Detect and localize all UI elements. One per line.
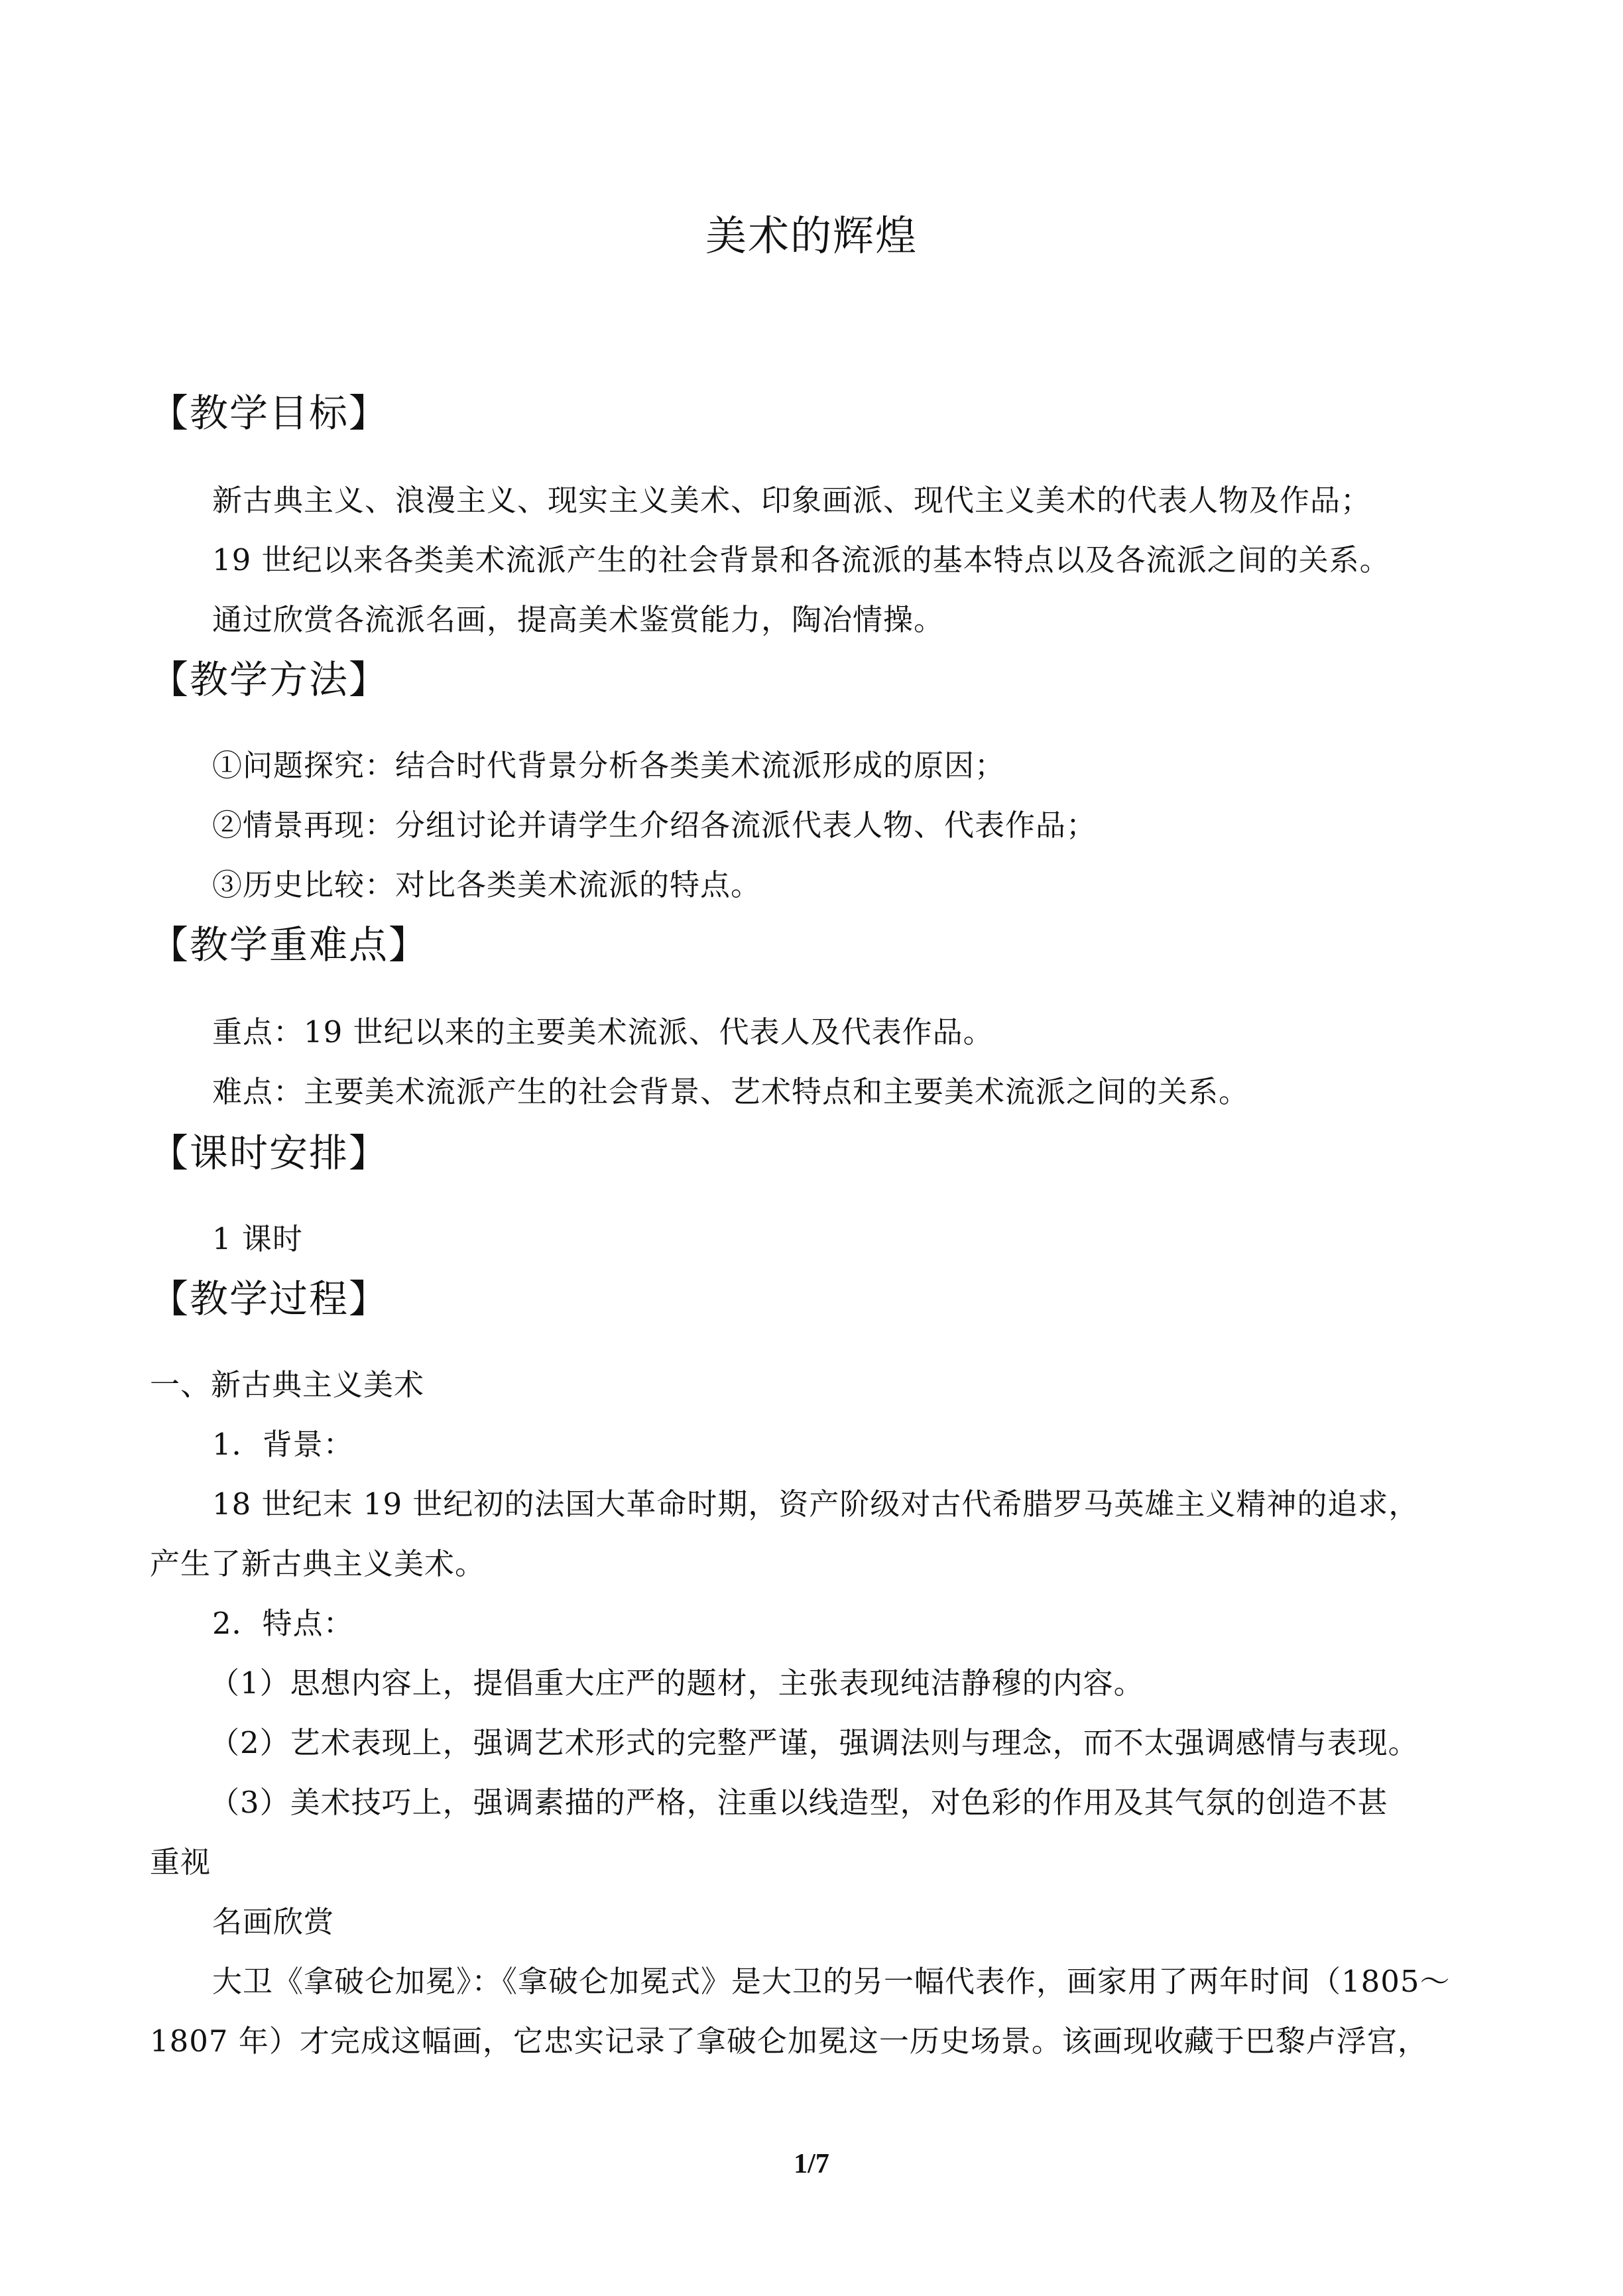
- methods-line-2: ②情景再现：分组讨论并请学生介绍各流派代表人物、代表作品；: [212, 808, 1097, 843]
- heading-process: 【教学过程】: [150, 1276, 389, 1321]
- key-points-line-2: 难点：主要美术流派产生的社会背景、艺术特点和主要美术流派之间的关系。: [212, 1074, 1250, 1109]
- process-feature-3-line-2: 重视: [150, 1844, 211, 1880]
- document-title: 美术的辉煌: [705, 211, 918, 260]
- process-appreciation-label: 名画欣赏: [212, 1904, 335, 1939]
- schedule-line-1: 1 课时: [212, 1221, 303, 1256]
- process-feature-3-line-1: （3）美术技巧上，强调素描的严格，注重以线造型，对色彩的作用及其气氛的创造不甚: [210, 1785, 1388, 1820]
- process-feature-2: （2）艺术表现上，强调艺术形式的完整严谨，强调法则与理念，而不太强调感情与表现。: [210, 1725, 1419, 1760]
- objectives-line-1: 新古典主义、浪漫主义、现实主义美术、印象画派、现代主义美术的代表人物及作品；: [212, 483, 1372, 518]
- methods-line-1: ①问题探究：结合时代背景分析各类美术流派形成的原因；: [212, 748, 1006, 783]
- heading-key-points: 【教学重难点】: [150, 922, 429, 967]
- process-background-label: 1．背景：: [212, 1427, 354, 1462]
- process-background-line-1: 18 世纪末 19 世纪初的法国大革命时期，资产阶级对古代希腊罗马英雄主义精神的追求，: [212, 1486, 1419, 1522]
- process-appreciation-line-2: 1807 年）才完成这幅画，它忠实记录了拿破仑加冕这一历史场景。该画现收藏于巴黎卢浮宫，: [150, 2024, 1428, 2059]
- heading-objectives: 【教学目标】: [150, 391, 389, 436]
- heading-schedule: 【课时安排】: [150, 1130, 389, 1176]
- page-number: 1/7: [794, 2149, 829, 2179]
- methods-line-3: ③历史比较：对比各类美术流派的特点。: [212, 867, 762, 902]
- process-features-label: 2．特点：: [212, 1606, 354, 1641]
- objectives-line-3: 通过欣赏各流派名画，提高美术鉴赏能力，陶冶情操。: [212, 602, 945, 637]
- process-appreciation-line-1: 大卫《拿破仑加冕》：《拿破仑加冕式》是大卫的另一幅代表作，画家用了两年时间（1805～: [212, 1964, 1451, 1999]
- key-points-line-1: 重点：19 世纪以来的主要美术流派、代表人及代表作品。: [212, 1014, 994, 1050]
- process-feature-1: （1）思想内容上，提倡重大庄严的题材，主张表现纯洁静穆的内容。: [210, 1665, 1144, 1701]
- process-background-line-2: 产生了新古典主义美术。: [150, 1546, 486, 1581]
- process-subtitle: 一、新古典主义美术: [150, 1367, 425, 1402]
- objectives-line-2: 19 世纪以来各类美术流派产生的社会背景和各流派的基本特点以及各流派之间的关系。: [212, 542, 1390, 577]
- heading-methods: 【教学方法】: [150, 657, 389, 702]
